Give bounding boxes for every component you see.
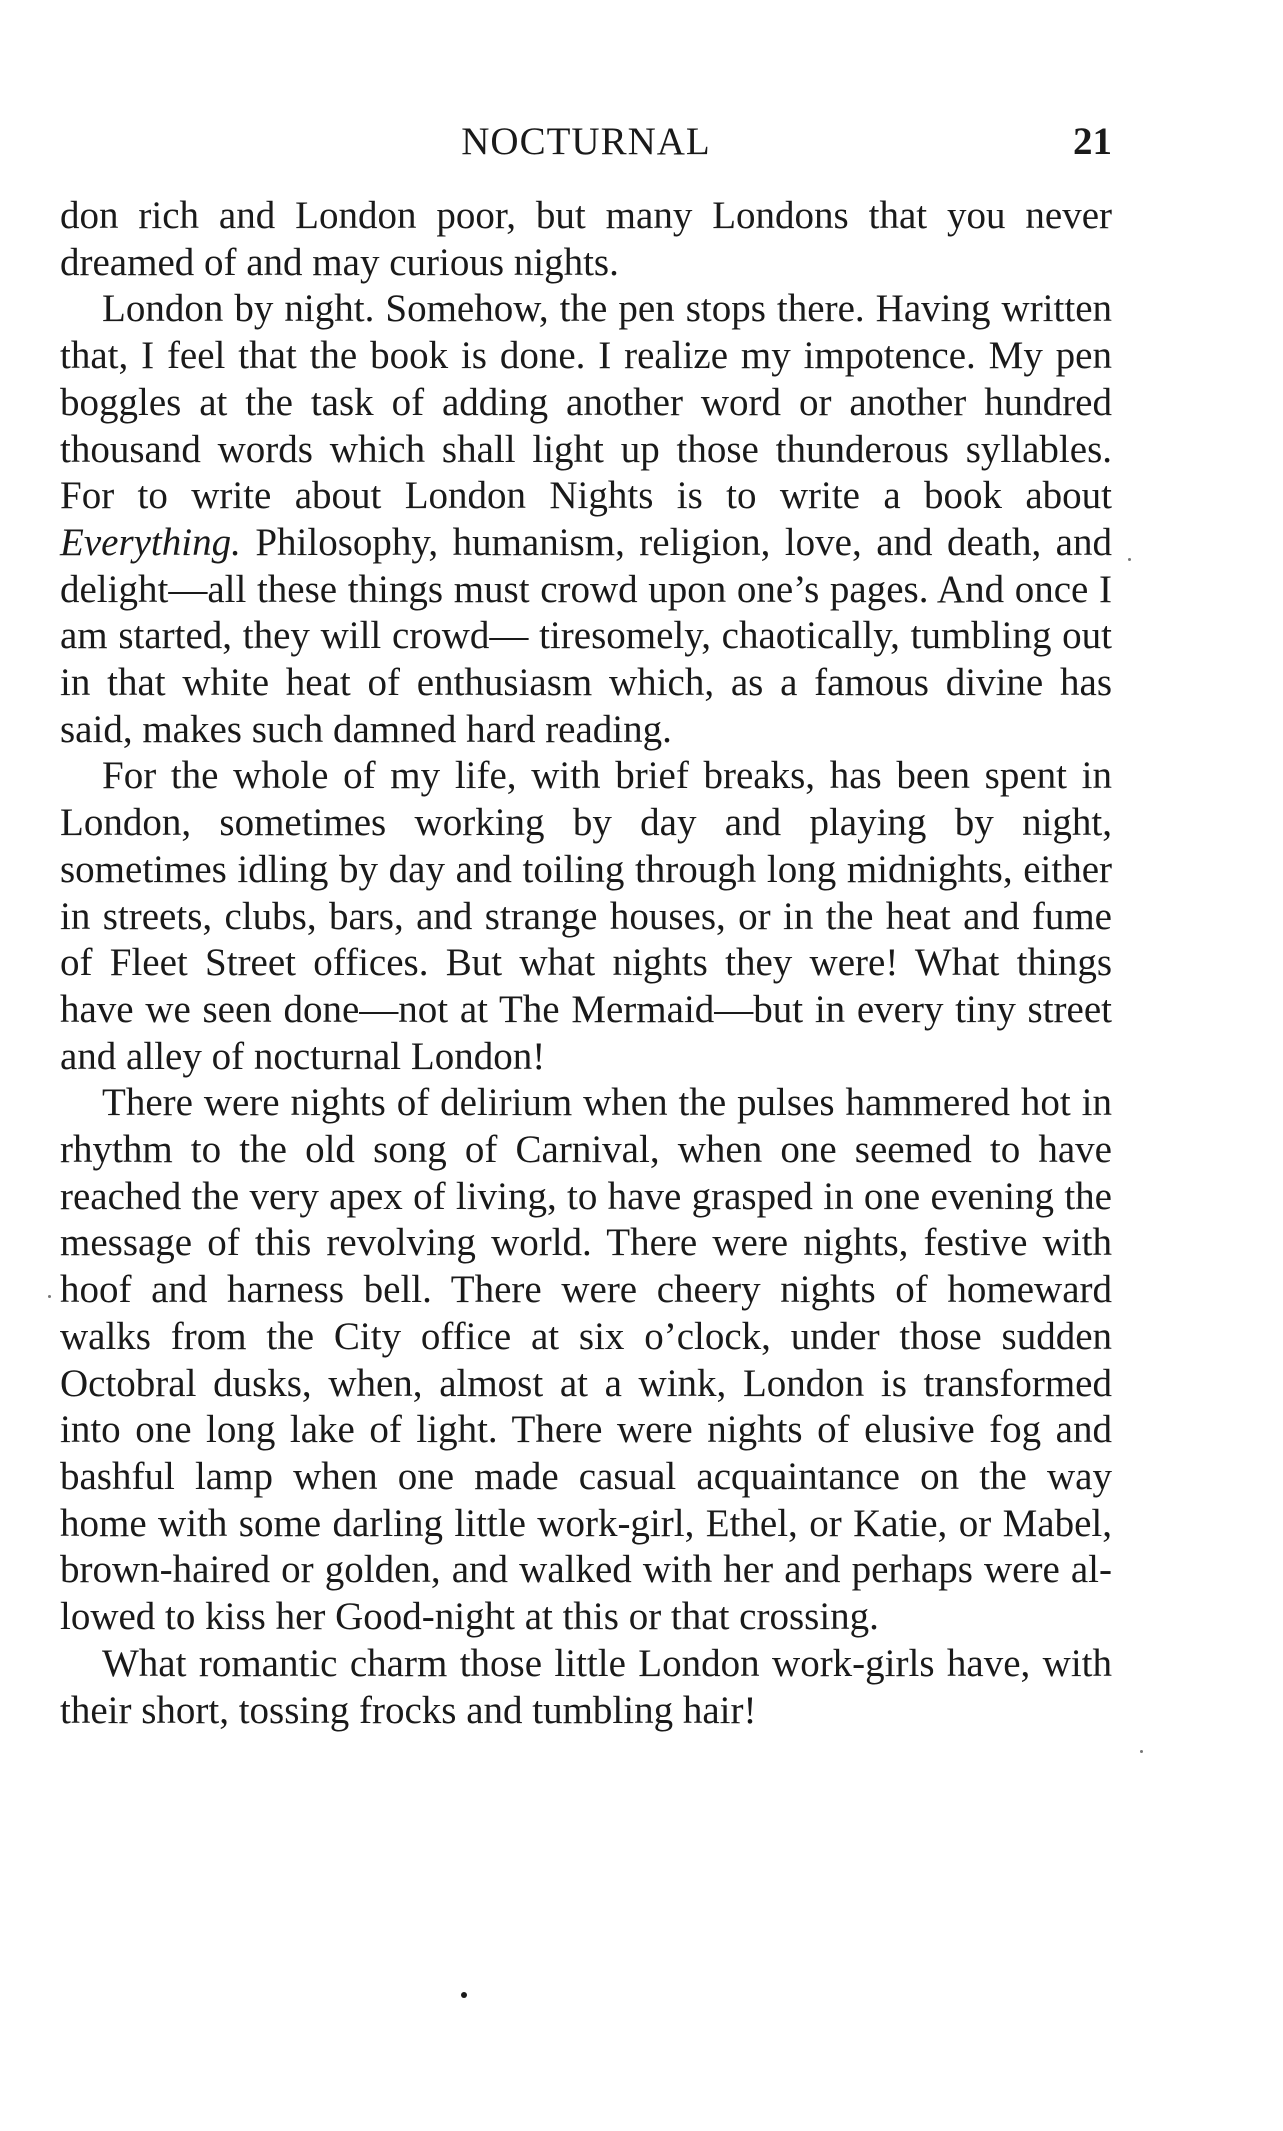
running-head — [60, 112, 1112, 172]
paragraph — [60, 1080, 1112, 1640]
body-text — [60, 193, 1112, 1734]
paragraph — [60, 286, 1112, 753]
text-run: Philosophy, humanism, religion, love, and death, and delight—all these things must crowd upon one’s pages. And once I am started, they will crowd— tiresomely, chaotically, tumbling out in that white heat of enthusiasm which, as a famous divine has said, makes such damned hard reading. — [60, 520, 1112, 751]
text-run: What romantic charm those little London work-girls have, with their short, tossing frocks and tumbling hair! — [60, 1641, 1112, 1732]
running-title: NOCTURNAL — [461, 120, 711, 163]
paragraph — [60, 753, 1112, 1080]
paper-speck — [48, 1295, 51, 1298]
text-run: For the whole of my life, with brief breaks, has been spent in London, sometimes working by day and playing by night, sometimes idling by day and toiling through long midnights, either in streets, clubs, bars, and strange houses, or in the heat and fume of Fleet Street offices. But what nights they were! What things have we seen done—not at The Mermaid—but in every tiny street and alley of nocturnal London! — [60, 754, 1112, 1078]
paper-speck — [1128, 558, 1131, 561]
paragraph — [60, 1641, 1112, 1734]
paragraph — [60, 193, 1112, 286]
text-run: There were nights of delirium when the pulses hammered hot in rhythm to the old song of Carnival, when one seemed to have reached the very apex of living, to have grasped in one evening the message of this revolving world. There were nights, festive with hoof and harness bell. There were cheery nights of homeward walks from the City office at six o’clock, under those sudden Octobral dusks, when, almost at a wink, London is transformed into one long lake of light. There were nights of elusive fog and bashful lamp when one made casual acquaintance on the way home with some darling little work-girl, Ethel, or Katie, or Mabel, brown-haired or golden, and walked with her and perhaps were allowed to kiss her Good-night at this or that crossing. — [60, 1081, 1112, 1639]
paper-speck — [1140, 1750, 1143, 1753]
text-run: London by night. Somehow, the pen stops there. Having written that, I feel that the book is done. I realize my impotence. My pen boggles at the task of adding another word or another hundred thousand words which shall light up those thunderous syllables. For to write about London Nights is to write a book about — [60, 287, 1112, 518]
bottom-ink-mark — [461, 1992, 467, 1998]
italic-phrase: Everything. — [60, 520, 241, 564]
page-number: 21 — [1073, 120, 1112, 163]
text-run: don rich and London poor, but many Londons that you never dreamed of and may curious nights. — [60, 194, 1112, 284]
